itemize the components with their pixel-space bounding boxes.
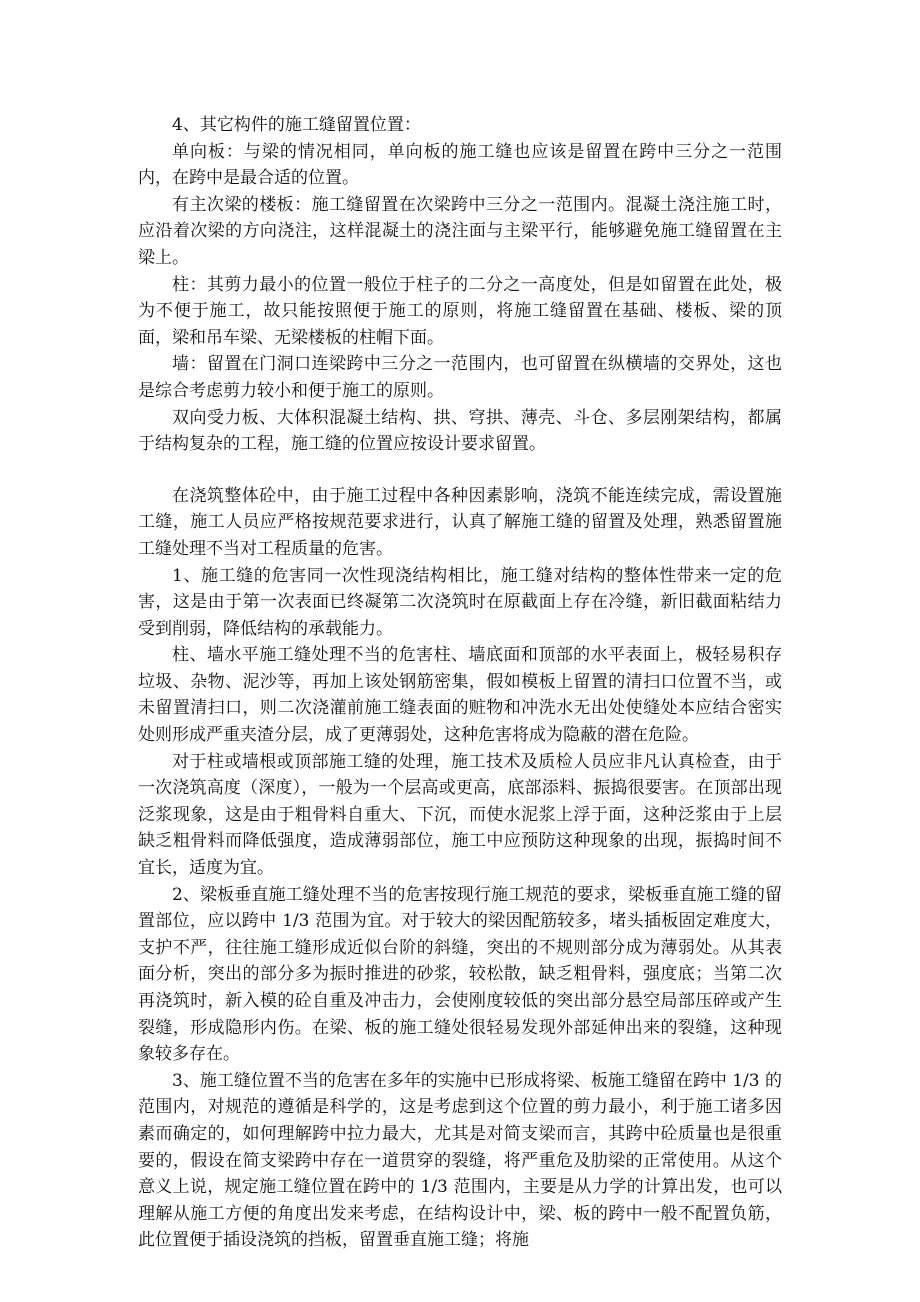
paragraph-column-wall-treatment: 对于柱或墙根或顶部施工缝的处理，施工技术及质检人员应非凡认真检查，由于一次浇筑高度（深度），一般为一个层高或更高，底部添料、振捣很要害。在顶部出现泛浆现象，这是由于粗骨料自重大、下沉，而使水泥浆上浮于面，这种泛浆由于上层缺乏粗骨料而降低强度，造成薄弱部位，施工中应预防这种现象的出现，振捣时间不宜长，适度为宜。 xyxy=(138,751,782,879)
paragraph-intro: 在浇筑整体砼中，由于施工过程中各种因素影响，浇筑不能连续完成，需设置施工缝，施工人员应严格按规范要求进行，认真了解施工缝的留置及处理，熟悉留置施工缝处理不当对工程质量的危害。 xyxy=(138,485,782,559)
paragraph-hazard-3: 3、施工缝位置不当的危害在多年的实施中已形成将梁、板施工缝留在跨中 1/3 的范围内，对规范的遵循是科学的，这是考虑到这个位置的剪力最小，利于施工诸多因素而确定的，如何理解跨中拉力最大，尤其是对简支梁而言，其跨中砼质量也是很重要的，假设在简支梁跨中存在一道贯穿的裂缝，将严重危及肋梁的正常使用。从这个意义上说，规定施工缝位置在跨中的 1/3 范围内，主要是从力学的计算出发，也可以理解从施工方便的角度出发来考虑，在结构设计中，梁、板的跨中一般不配置负筋，此位置便于插设浇筑的挡板，留置垂直施工缝；将施 xyxy=(138,1070,782,1251)
section-joint-hazards xyxy=(138,483,782,1254)
paragraph-hazard-2: 2、梁板垂直施工缝处理不当的危害按现行施工规范的要求，梁板垂直施工缝的留置部位，应以跨中 1/3 范围为宜。对于较大的梁因配筋较多，堵头插板固定难度大，支护不严，往往施工缝形成近似台阶的斜缝，突出的不规则部分成为薄弱处。从其表面分析，突出的部分多为振时推进的砂浆，较松散，缺乏粗骨料，强度底；当第二次再浇筑时，新入模的砼自重及冲击力，会使刚度较低的突出部分悬空局部压碎或产生裂缝，形成隐形内伤。在梁、板的施工缝处很轻易发现外部延伸出来的裂缝，这种现象较多存在。 xyxy=(138,884,782,1065)
paragraph-hazard-1: 1、施工缝的危害同一次性现浇结构相比，施工缝对结构的整体性带来一定的危害，这是由于第一次表面已终凝第二次浇筑时在原截面上存在冷缝，新旧截面粘结力受到削弱，降低结构的承载能力。 xyxy=(138,565,782,639)
section-construction-joint-positions xyxy=(138,112,782,458)
paragraph-beam-slab: 有主次梁的楼板：施工缝留置在次梁跨中三分之一范围内。混凝土浇注施工时，应沿着次梁的方向浇注，这样混凝土的浇注面与主梁平行，能够避免施工缝留置在主梁上。 xyxy=(138,194,782,268)
paragraph-column: 柱：其剪力最小的位置一般位于柱子的二分之一高度处，但是如留置在此处，极为不便于施工，故只能按照便于施工的原则，将施工缝留置在基础、楼板、梁的顶面，梁和吊车梁、无梁楼板的柱帽下面。 xyxy=(138,274,782,348)
document-page xyxy=(138,112,782,1254)
paragraph-wall: 墙：留置在门洞口连梁跨中三分之一范围内，也可留置在纵横墙的交界处，这也是综合考虑剪力较小和便于施工的原则。 xyxy=(138,354,782,401)
section-heading: 4、其它构件的施工缝留置位置： xyxy=(172,115,421,135)
paragraph-complex-structures: 双向受力板、大体积混凝土结构、拱、穹拱、薄壳、斗仓、多层刚架结构，都属于结构复杂的工程，施工缝的位置应按设计要求留置。 xyxy=(138,407,782,455)
section-gap xyxy=(138,458,782,483)
paragraph-column-wall-hazard: 柱、墙水平施工缝处理不当的危害柱、墙底面和顶部的水平表面上，极轻易积存垃圾、杂物、泥沙等，再加上该处钢筋密集，假如模板上留置的清扫口位置不当，或未留置清扫口，则二次浇灌前施工缝表面的赃物和冲洗水无出处使缝处本应结合密实处则形成严重夹渣分层，成了更薄弱处，这种危害将成为隐蔽的潜在危险。 xyxy=(138,645,782,746)
paragraph-one-way-slab: 单向板：与梁的情况相同，单向板的施工缝也应该是留置在跨中三分之一范围内，在跨中是最合适的位置。 xyxy=(138,141,782,189)
